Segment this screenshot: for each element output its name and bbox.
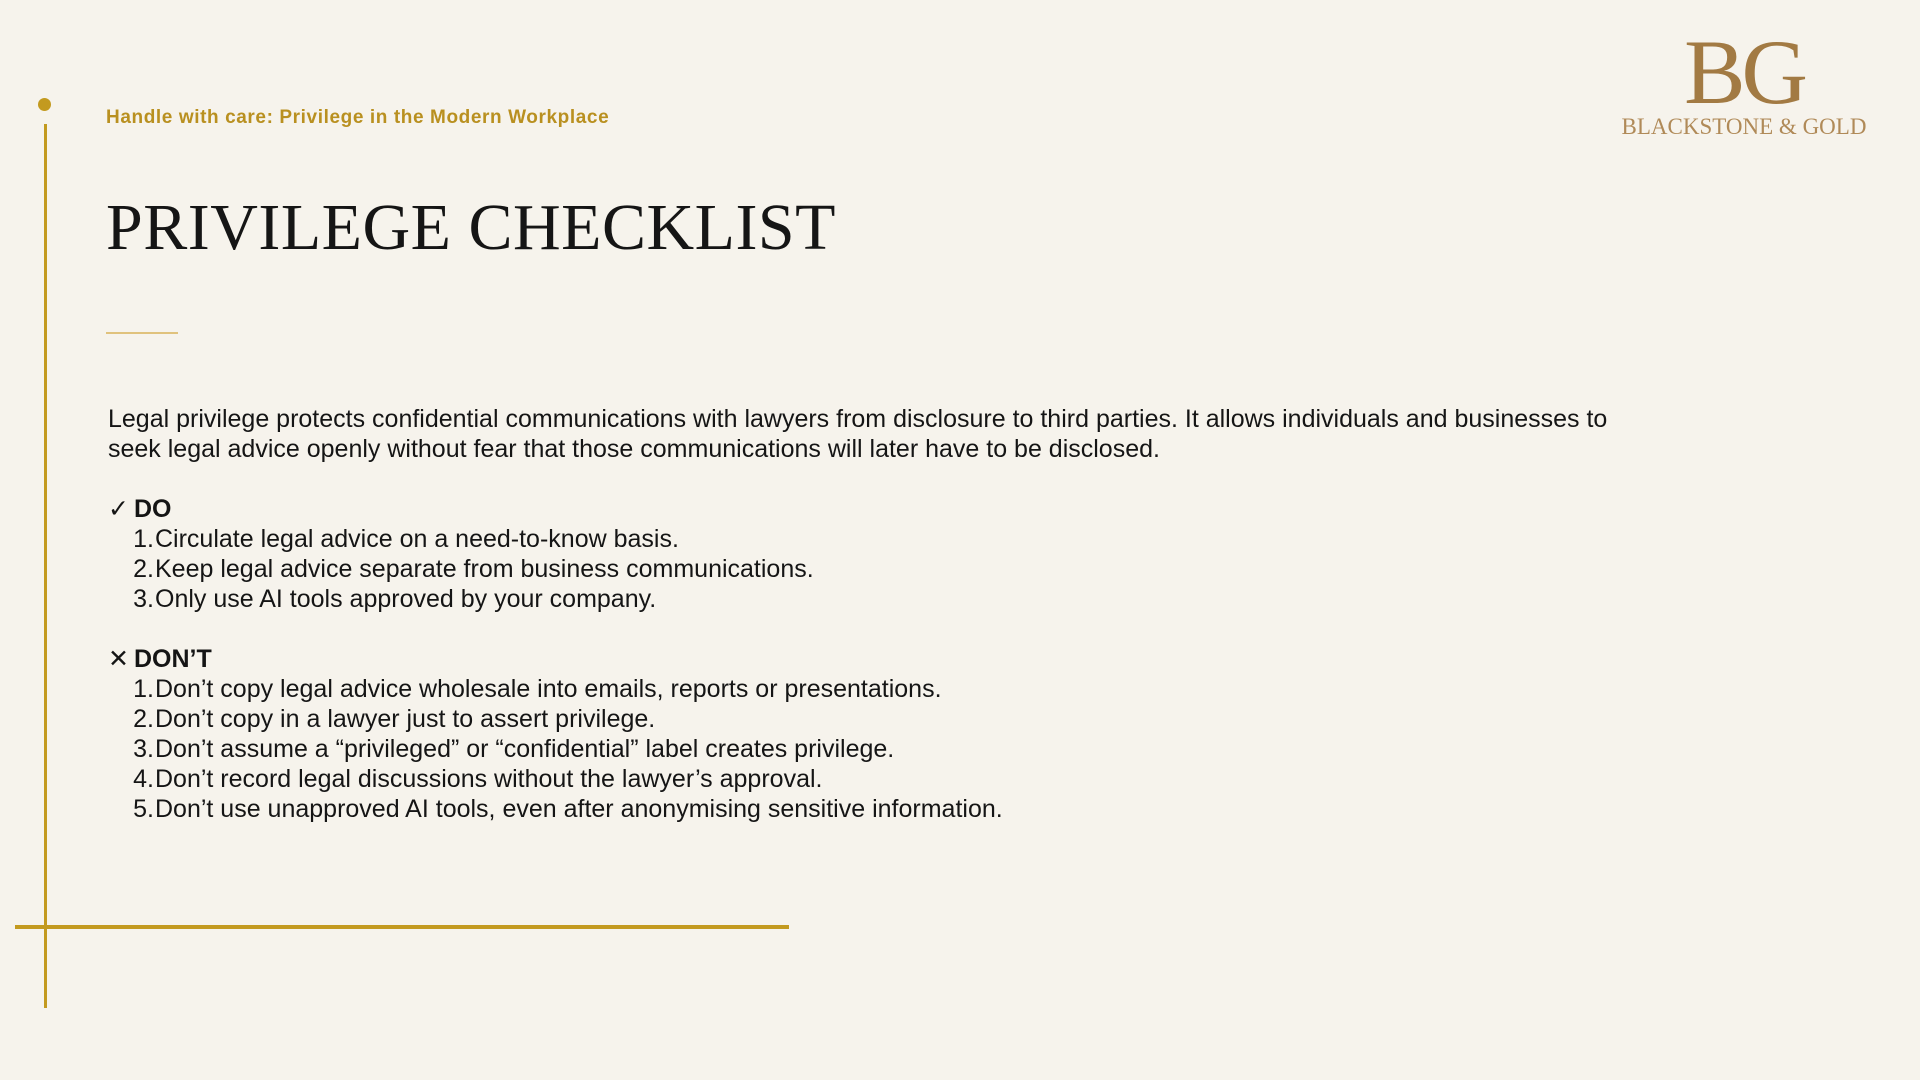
- cross-icon: ✕: [108, 645, 129, 673]
- dont-list-item: [108, 674, 1628, 704]
- presentation-subtitle: Handle with care: Privilege in the Modern Workplace: [106, 107, 610, 128]
- list-number: 2.: [133, 705, 154, 733]
- dont-list-item: [108, 704, 1628, 734]
- list-number: 4.: [133, 765, 154, 793]
- dont-list-item: [108, 734, 1628, 764]
- title-underline: [106, 332, 178, 334]
- list-item-text: Only use AI tools approved by your company.: [155, 585, 657, 613]
- list-item-text: Don’t assume a “privileged” or “confidential” label creates privilege.: [155, 735, 895, 763]
- dont-list: [108, 674, 1628, 824]
- list-number: 3.: [133, 735, 154, 763]
- list-number: 3.: [133, 585, 154, 613]
- logo-company-name: BLACKSTONE & GOLD: [1621, 114, 1867, 139]
- dont-list-item: [108, 764, 1628, 794]
- accent-dot: [38, 98, 51, 111]
- vertical-accent-line: [44, 124, 47, 1008]
- checklist-content: [108, 404, 1628, 854]
- dont-list-item: [108, 794, 1628, 824]
- list-number: 2.: [133, 555, 154, 583]
- checkmark-icon: ✓: [108, 495, 129, 523]
- list-number: 5.: [133, 795, 154, 823]
- do-list-item: [108, 554, 1628, 584]
- do-heading: [108, 494, 1628, 524]
- list-item-text: Circulate legal advice on a need-to-know basis.: [155, 525, 679, 553]
- list-item-text: Don’t use unapproved AI tools, even after anonymising sensitive information.: [155, 795, 1003, 823]
- list-number: 1.: [133, 675, 154, 703]
- page-title: PRIVILEGE CHECKLIST: [106, 191, 836, 264]
- do-list-item: [108, 524, 1628, 554]
- list-item-text: Don’t record legal discussions without the lawyer’s approval.: [155, 765, 823, 793]
- list-number: 1.: [133, 525, 154, 553]
- dont-heading: [108, 644, 1628, 674]
- intro-paragraph: Legal privilege protects confidential communications with lawyers from disclosure to third parties. It allows individuals and businesses to seek legal advice openly without fear that those communications will later have to be disclosed.: [108, 405, 1608, 463]
- horizontal-accent-line: [15, 925, 789, 929]
- list-item-text: Don’t copy in a lawyer just to assert privilege.: [155, 705, 656, 733]
- do-list: [108, 524, 1628, 614]
- do-list-item: [108, 584, 1628, 614]
- dont-heading-label: DON’T: [134, 645, 212, 673]
- logo-monogram: BG: [1684, 21, 1804, 123]
- list-item-text: Keep legal advice separate from business communications.: [155, 555, 814, 583]
- company-logo: [1604, 21, 1884, 140]
- do-heading-label: DO: [134, 495, 172, 523]
- list-item-text: Don’t copy legal advice wholesale into emails, reports or presentations.: [155, 675, 942, 703]
